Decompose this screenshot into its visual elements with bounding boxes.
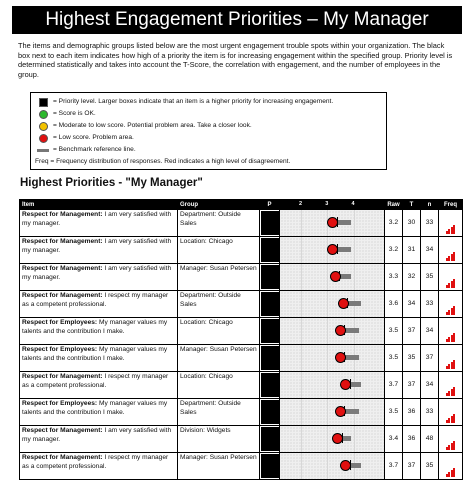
- item-text: I am very satisfied with my manager.: [22, 211, 172, 227]
- priority-box: [261, 373, 279, 397]
- priority-box: [261, 346, 279, 370]
- score-marker-red: [327, 244, 338, 255]
- priority-box-icon: [39, 98, 48, 107]
- yellow-dot-icon: [39, 122, 48, 131]
- item-text: I respect my manager as a competent professional.: [22, 454, 169, 470]
- group-cell: Manager: Susan Petersen: [178, 264, 260, 291]
- priority-box: [261, 400, 279, 424]
- raw-cell: 3.5: [385, 399, 403, 426]
- raw-cell: 3.2: [385, 237, 403, 264]
- score-marker-red: [335, 352, 346, 363]
- raw-cell: 3.6: [385, 291, 403, 318]
- t-cell: 32: [403, 264, 421, 291]
- item-category: Respect for Management:: [22, 454, 103, 461]
- table-row: [20, 426, 463, 453]
- freq-cell: [439, 372, 463, 399]
- item-cell: [20, 399, 178, 426]
- priority-cell: [260, 237, 280, 264]
- group-cell: Department: Outside Sales: [178, 291, 260, 318]
- n-cell: 33: [421, 210, 439, 237]
- priority-cell: [260, 291, 280, 318]
- red-dot-icon: [39, 134, 48, 143]
- n-cell: 48: [421, 426, 439, 453]
- item-category: Respect for Management:: [22, 265, 103, 272]
- score-bar-cell: [280, 210, 385, 237]
- group-cell: Department: Outside Sales: [178, 399, 260, 426]
- legend-item: [35, 145, 136, 155]
- t-cell: 37: [403, 318, 421, 345]
- priority-cell: [260, 318, 280, 345]
- score-marker-red: [330, 271, 341, 282]
- scale-gridline: [327, 372, 328, 398]
- raw-cell: 3.7: [385, 453, 403, 480]
- group-cell: Manager: Susan Petersen: [178, 345, 260, 372]
- score-bar-cell: [280, 345, 385, 372]
- item-cell: [20, 426, 178, 453]
- table-row: [20, 399, 463, 426]
- scale-gridline: [327, 399, 328, 425]
- priority-box: [261, 427, 279, 451]
- freq-bar: [453, 360, 455, 369]
- priority-cell: [260, 453, 280, 480]
- scale-gridline: [301, 210, 302, 236]
- freq-bar: [453, 279, 455, 288]
- freq-bar: [453, 306, 455, 315]
- item-category: Respect for Employees:: [22, 319, 98, 326]
- score-marker-red: [335, 325, 346, 336]
- n-cell: 33: [421, 291, 439, 318]
- scale-gridline: [327, 318, 328, 344]
- scale-gridline: [301, 372, 302, 398]
- group-cell: Department: Outside Sales: [178, 210, 260, 237]
- raw-cell: 3.5: [385, 318, 403, 345]
- priority-box: [261, 265, 279, 289]
- col-group: Group: [178, 200, 260, 210]
- legend-box: [30, 92, 387, 170]
- n-cell: 34: [421, 372, 439, 399]
- freq-bar: [453, 333, 455, 342]
- score-marker-red: [327, 217, 338, 228]
- freq-bar: [453, 387, 455, 396]
- item-cell: [20, 291, 178, 318]
- freq-cell: [439, 426, 463, 453]
- item-text: My manager values my talents and the contribution I make.: [22, 319, 168, 335]
- table-row: [20, 372, 463, 399]
- scale-gridline: [354, 210, 355, 236]
- scale-tick-label: 3: [325, 201, 329, 207]
- scale-gridline: [327, 426, 328, 452]
- t-cell: 36: [403, 426, 421, 453]
- freq-bar: [453, 252, 455, 261]
- table-row: [20, 291, 463, 318]
- scale-gridline: [327, 345, 328, 371]
- benchmark-line-icon: [37, 149, 49, 152]
- legend-text: = Low score. Problem area.: [53, 134, 134, 141]
- scale-gridline: [354, 237, 355, 263]
- legend-text: = Priority level. Larger boxes indicate that an item is a higher priority for increasing engagement.: [53, 98, 334, 105]
- raw-cell: 3.3: [385, 264, 403, 291]
- scale-tick-label: 4: [351, 201, 355, 207]
- n-cell: 34: [421, 237, 439, 264]
- t-cell: 37: [403, 453, 421, 480]
- legend-item: [35, 133, 134, 143]
- freq-cell: [439, 345, 463, 372]
- t-cell: 37: [403, 372, 421, 399]
- group-cell: Location: Chicago: [178, 372, 260, 399]
- item-text: I am very satisfied with my manager.: [22, 238, 172, 254]
- priority-cell: [260, 372, 280, 399]
- legend-text: Freq = Frequency distribution of responses. Red indicates a high level of disagreement.: [35, 158, 291, 165]
- score-bar-cell: [280, 453, 385, 480]
- scale-gridline: [301, 399, 302, 425]
- score-bar-cell: [280, 318, 385, 345]
- item-category: Respect for Management:: [22, 211, 103, 218]
- col-t: T: [403, 200, 421, 210]
- scale-gridline: [301, 264, 302, 290]
- item-cell: [20, 237, 178, 264]
- freq-cell: [439, 210, 463, 237]
- freq-cell: [439, 291, 463, 318]
- item-category: Respect for Management:: [22, 427, 103, 434]
- freq-cell: [439, 399, 463, 426]
- score-bar-cell: [280, 264, 385, 291]
- item-cell: [20, 453, 178, 480]
- table-row: [20, 453, 463, 480]
- scale-gridline: [301, 318, 302, 344]
- table-row: [20, 264, 463, 291]
- raw-cell: 3.4: [385, 426, 403, 453]
- col-item: Item: [20, 200, 178, 210]
- n-cell: 34: [421, 318, 439, 345]
- table-header-row: [20, 200, 463, 210]
- scale-gridline: [301, 453, 302, 479]
- table-row: [20, 237, 463, 264]
- item-category: Respect for Management:: [22, 373, 103, 380]
- legend-text: = Moderate to low score. Potential problem area. Take a closer look.: [53, 122, 252, 129]
- item-category: Respect for Employees:: [22, 346, 98, 353]
- t-cell: 35: [403, 345, 421, 372]
- group-cell: Location: Chicago: [178, 237, 260, 264]
- item-cell: [20, 372, 178, 399]
- scale-gridline: [327, 453, 328, 479]
- priority-cell: [260, 426, 280, 453]
- raw-cell: 3.7: [385, 372, 403, 399]
- item-category: Respect for Employees:: [22, 400, 98, 407]
- green-dot-icon: [39, 110, 48, 119]
- priority-cell: [260, 210, 280, 237]
- freq-cell: [439, 318, 463, 345]
- freq-cell: [439, 453, 463, 480]
- section-title: Highest Priorities - "My Manager": [20, 177, 203, 189]
- intro-paragraph: The items and demographic groups listed below are the most urgent engagement trouble spots within your organization. The black box next to each item indicates how high of a priority the item is for increasing engagement within the specified group. Priority level is determined statistically and takes into account the T-Score, the correlation with engagement, and the number of employees in the group.: [18, 41, 453, 79]
- col-priority: P: [260, 200, 280, 210]
- priority-box: [261, 319, 279, 343]
- t-cell: 30: [403, 210, 421, 237]
- freq-bar: [453, 441, 455, 450]
- legend-text: = Score is OK.: [53, 110, 96, 117]
- t-cell: 36: [403, 399, 421, 426]
- freq-bar: [453, 468, 455, 477]
- scale-gridline: [327, 291, 328, 317]
- priority-box: [261, 292, 279, 316]
- page-title: Highest Engagement Priorities – My Manager: [12, 6, 462, 34]
- col-n: n: [421, 200, 439, 210]
- col-scale: [280, 200, 385, 210]
- item-cell: [20, 264, 178, 291]
- item-text: I respect my manager as a competent professional.: [22, 292, 169, 308]
- scale-gridline: [354, 264, 355, 290]
- item-text: My manager values my talents and the contribution I make.: [22, 400, 168, 416]
- group-cell: Location: Chicago: [178, 318, 260, 345]
- item-cell: [20, 318, 178, 345]
- scale-gridline: [301, 345, 302, 371]
- group-cell: Manager: Susan Petersen: [178, 453, 260, 480]
- item-cell: [20, 345, 178, 372]
- score-bar-cell: [280, 291, 385, 318]
- legend-item: [35, 109, 96, 119]
- legend-item: [35, 157, 290, 167]
- priority-box: [261, 238, 279, 262]
- scale-tick-label: 2: [299, 201, 303, 207]
- freq-cell: [439, 264, 463, 291]
- freq-bar: [453, 225, 455, 234]
- item-category: Respect for Management:: [22, 292, 103, 299]
- scale-gridline: [301, 237, 302, 263]
- freq-cell: [439, 237, 463, 264]
- score-marker-red: [335, 406, 346, 417]
- table-row: [20, 345, 463, 372]
- item-text: I respect my manager as a competent professional.: [22, 373, 169, 389]
- legend-item: [35, 121, 252, 131]
- score-marker-red: [338, 298, 349, 309]
- scale-gridline: [301, 426, 302, 452]
- table-row: [20, 210, 463, 237]
- col-freq: Freq: [439, 200, 463, 210]
- priority-cell: [260, 345, 280, 372]
- raw-cell: 3.5: [385, 345, 403, 372]
- priority-box: [261, 211, 279, 235]
- raw-cell: 3.2: [385, 210, 403, 237]
- scale-gridline: [354, 426, 355, 452]
- priorities-table: [19, 199, 463, 480]
- priority-cell: [260, 264, 280, 291]
- n-cell: 33: [421, 399, 439, 426]
- item-text: My manager values my talents and the contribution I make.: [22, 346, 168, 362]
- freq-bar: [453, 414, 455, 423]
- group-cell: Division: Widgets: [178, 426, 260, 453]
- legend-item: [35, 97, 333, 107]
- score-bar-cell: [280, 372, 385, 399]
- item-category: Respect for Management:: [22, 238, 103, 245]
- score-bar-cell: [280, 399, 385, 426]
- t-cell: 34: [403, 291, 421, 318]
- n-cell: 35: [421, 453, 439, 480]
- legend-text: = Benchmark reference line.: [53, 146, 136, 153]
- score-bar-cell: [280, 426, 385, 453]
- item-text: I am very satisfied with my manager.: [22, 265, 172, 281]
- t-cell: 31: [403, 237, 421, 264]
- scale-gridline: [327, 264, 328, 290]
- scale-gridline: [301, 291, 302, 317]
- n-cell: 35: [421, 264, 439, 291]
- table-row: [20, 318, 463, 345]
- score-bar-cell: [280, 237, 385, 264]
- item-cell: [20, 210, 178, 237]
- col-raw: Raw: [385, 200, 403, 210]
- priority-box: [261, 454, 279, 478]
- item-text: I am very satisfied with my manager.: [22, 427, 172, 443]
- n-cell: 37: [421, 345, 439, 372]
- priority-cell: [260, 399, 280, 426]
